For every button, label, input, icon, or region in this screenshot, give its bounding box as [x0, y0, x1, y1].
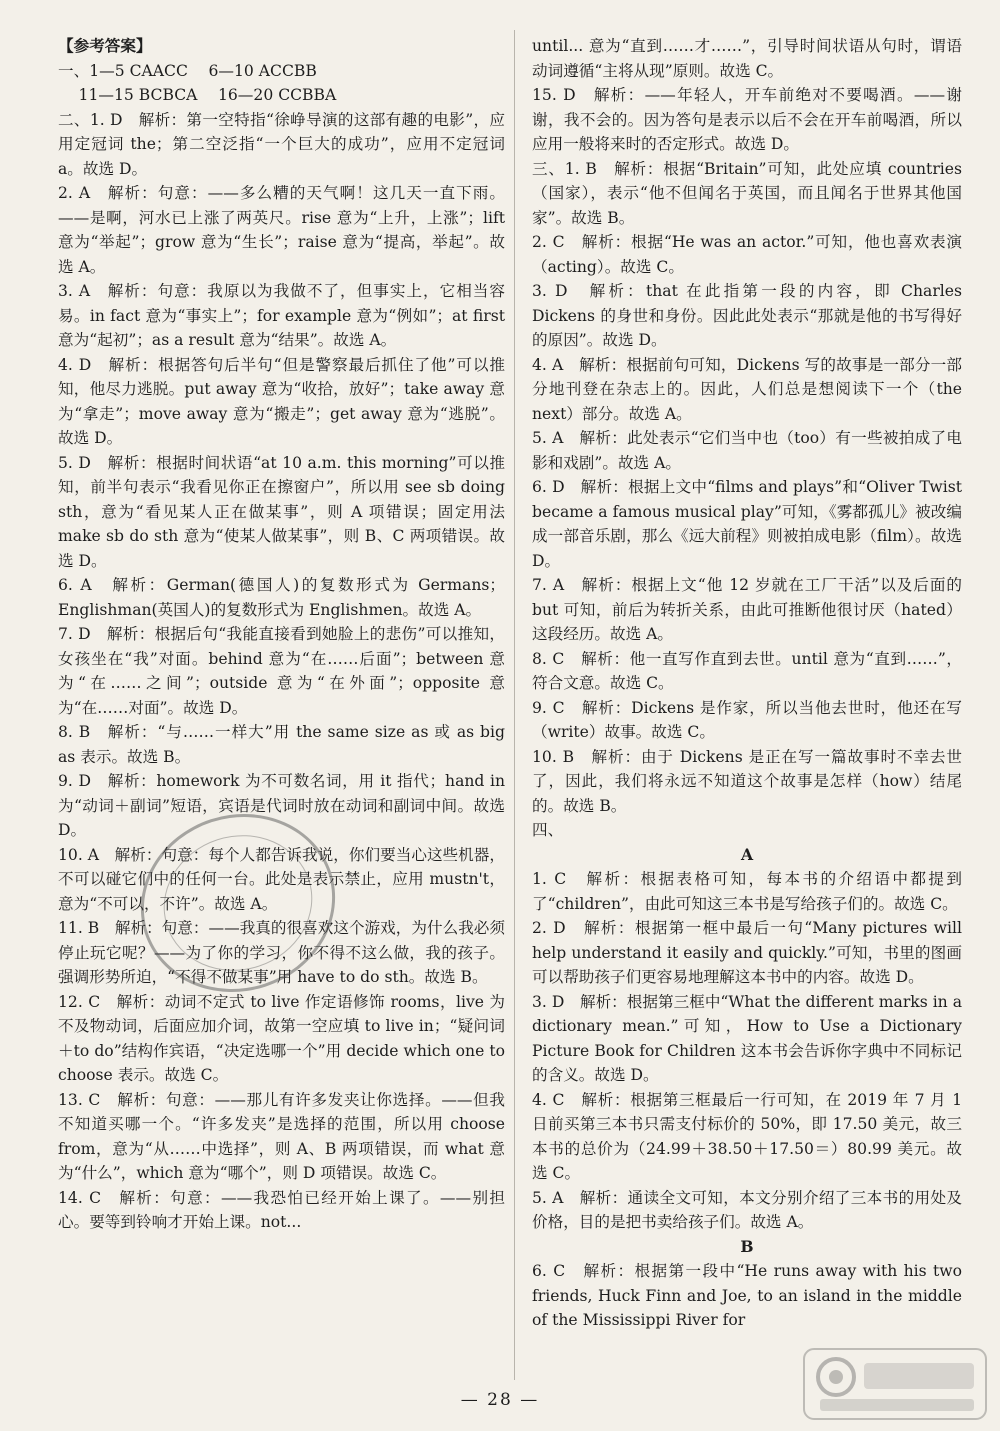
- section-one-answers-1: 一、1—5 CAACC 6—10 ACCBB: [58, 61, 317, 80]
- answer-item: 12. C 解析：动词不定式 to live 作定语修饰 rooms，live 为不及物动词，后面应加介词，故第一空应填 to live in；“疑问词＋to do”结构作宾语，“决定选哪一个”用 decide which one to choose 表示。故选 C。: [58, 992, 505, 1084]
- passage-label-b: B: [740, 1236, 754, 1256]
- answer-item: 4. C 解析：根据第三框最后一行可知，在 2019 年 7 月 1 日前买第三本书只需支付标价的 50%，即 17.50 美元，故三本书的总价为（24.99＋38.50＋17.50＝）80.99 美元。故选 C。: [532, 1090, 962, 1182]
- column-divider: [514, 30, 515, 1380]
- answer-item: 6. A 解析：German(德国人)的复数形式为 Germans；Englishman(英国人)的复数形式为 Englishmen。故选 A。: [58, 576, 505, 619]
- site-watermark-logo: [800, 1343, 990, 1425]
- stamp-inner-ring: [146, 816, 330, 990]
- answer-item: 6. D 解析：根据上文中“films and plays”和“Oliver Twist became a famous musical play”可知，《雾都孤儿》被改编成一部音乐剧，那么《远大前程》则被拍成电影（film）。故选 D。: [532, 478, 962, 570]
- answer-item: 15. D 解析：——年轻人，开车前绝对不要喝酒。——谢谢，我不会的。因为答句是表示以后不会在开车前喝酒，所以应用一般将来时的否定形式。故选 D。: [532, 86, 962, 153]
- answer-item: 5. D 解析：根据时间状语“at 10 a.m. this morning”可以推知，前半句表示“我看见你正在擦窗户”，所以用 see sb doing sth，意为“看见某人正在做某事”，则 A 项错误；固定用法 make sb do sth 意为“使某人做某事”，则 B、C 两项错误。故选 D。: [58, 453, 505, 570]
- section-one-answers-2: 11—15 BCBCA 16—20 CCBBA: [58, 86, 337, 104]
- answer-item: 2. D 解析：根据第一框中最后一句“Many pictures will help understand it easily and quickly.”可知，书里的图画可以帮助孩子们更容易地理解这本书中的内容。故选 D。: [532, 919, 962, 986]
- answer-item: 8. C 解析：他一直写作直到去世。until 意为“直到……”，符合文意。故选 C。: [532, 649, 962, 692]
- answer-item: 9. C 解析：Dickens 是作家，所以当他去世时，他还在写（write）故事。故选 C。: [532, 698, 962, 741]
- answer-header: 【参考答案】: [58, 36, 152, 55]
- answer-item: 6. C 解析：根据第一段中“He runs away with his two friends, Huck Finn and Joe, to an island in the middle of the Mississippi River for: [532, 1262, 962, 1329]
- passage-label-a: A: [740, 844, 754, 864]
- answer-item: 2. A 解析：句意：——多么糟的天气啊！这几天一直下雨。——是啊，河水已上涨了两英尺。rise 意为“上升，上涨”；lift 意为“举起”；grow 意为“生长”；raise 意为“提高，举起”。故选 A。: [58, 184, 505, 276]
- answer-item: 5. A 解析：通读全文可知，本文分别介绍了三本书的用处及价格，目的是把书卖给孩子们。故选 A。: [532, 1188, 962, 1231]
- page-number: — 28 —: [460, 1390, 540, 1410]
- answer-item: 三、1. B 解析：根据“Britain”可知，此处应填 countries（国家），表示“他不但闻名于英国，而且闻名于世界其他国家”。故选 B。: [532, 159, 962, 227]
- answer-item: 二、1. D 解析：第一空特指“徐峥导演的这部有趣的电影”，应用定冠词 the；第二空泛指“一个巨大的成功”，应用不定冠词 a。故选 D。: [58, 110, 505, 178]
- answer-item: 8. B 解析：“与……一样大”用 the same size as 或 as big as 表示。故选 B。: [58, 723, 505, 766]
- answer-item: 10. A 解析：句意：每个人都告诉我说，你们要当心这些机器，不可以碰它们中的任何一台。此处是表示禁止，应用 mustn't，意为“不可以，不许”。故选 A。: [58, 845, 505, 913]
- answer-item: 11. B 解析：句意：——我真的很喜欢这个游戏，为什么我必须停止玩它呢？——为了你的学习，你不得不这么做，我的孩子。强调形势所迫，“不得不做某事”用 have to do sth。故选 B。: [58, 919, 505, 986]
- answer-item: 14. C 解析：句意：——我恐怕已经开始上课了。——别担心。要等到铃响才开始上课。not...: [58, 1188, 505, 1231]
- left-column: [58, 34, 505, 1235]
- answer-item: until... 意为“直到……才……”，引导时间状语从句时，谓语动词遵循“主将从现”原则。故选 C。: [532, 37, 962, 80]
- answer-item: 9. D 解析：homework 为不可数名词，用 it 指代；hand in 为“动词＋副词”短语，宾语是代词时放在动词和副词中间。故选 D。: [58, 772, 505, 839]
- answer-item: 2. C 解析：根据“He was an actor.”可知，他也喜欢表演（acting）。故选 C。: [532, 233, 962, 276]
- answer-item: 3. A 解析：句意：我原以为我做不了，但事实上，它相当容易。in fact 意为“事实上”；for example 意为“例如”；at first 意为“起初”；as a result 意为“结果”。故选 A。: [58, 282, 505, 349]
- answer-item: 5. A 解析：此处表示“它们当中也（too）有一些被拍成了电影和戏剧”。故选 A。: [532, 429, 962, 472]
- answer-item: 7. A 解析：根据上文“他 12 岁就在工厂干活”以及后面的 but 可知，前后为转折关系，由此可推断他很讨厌（hated）这段经历。故选 A。: [532, 576, 962, 643]
- answer-item: 13. C 解析：句意：——那儿有许多发夹让你选择。——但我不知道买哪一个。“许多发夹”是选择的范围，所以用 choose from，意为“从……中选择”，则 A、B 两项错误，而 what 意为“什么”，which 意为“哪个”，则 D 项错误。故选 C。: [58, 1090, 505, 1182]
- answer-item: 10. B 解析：由于 Dickens 是正在写一篇故事时不幸去世了，因此，我们将永远不知道这个故事是怎样（how）结尾的。故选 B。: [532, 747, 962, 815]
- answer-item: 1. C 解析：根据表格可知，每本书的介绍语中都提到了“children”，由此可知这三本书是写给孩子们的。故选 C。: [532, 870, 962, 913]
- section-four-label: 四、: [532, 821, 564, 839]
- answer-item: 4. D 解析：根据答句后半句“但是警察最后抓住了他”可以推知，他尽力逃脱。put away 意为“收拾，放好”；take away 意为“拿走”；move away 意为“搬走”；get away 意为“逃脱”。故选 D。: [58, 355, 505, 447]
- answer-item: 4. A 解析：根据前句可知，Dickens 写的故事是一部分一部分地刊登在杂志上的。因此，人们总是想阅读下一个（the next）部分。故选 A。: [532, 355, 962, 423]
- answer-item: 3. D 解析：that 在此指第一段的内容，即 Charles Dickens 的身世和身份。因此此处表示“那就是他的书写得好的原因”。故选 D。: [532, 282, 962, 349]
- answer-item: 3. D 解析：根据第三框中“What the different marks in a dictionary mean.”可知，How to Use a Dictionary Picture Book for Children 这本书会告诉你字典中不同标记的含义。故选 D。: [532, 992, 962, 1084]
- right-column: [532, 34, 962, 1333]
- answer-item: 7. D 解析：根据后句“我能直接看到她脸上的悲伤”可以推知，女孩坐在“我”对面。behind 意为“在……后面”；between 意为“在……之间”；outside 意为“在外面”；opposite 意为“在……对面”。故选 D。: [58, 625, 505, 717]
